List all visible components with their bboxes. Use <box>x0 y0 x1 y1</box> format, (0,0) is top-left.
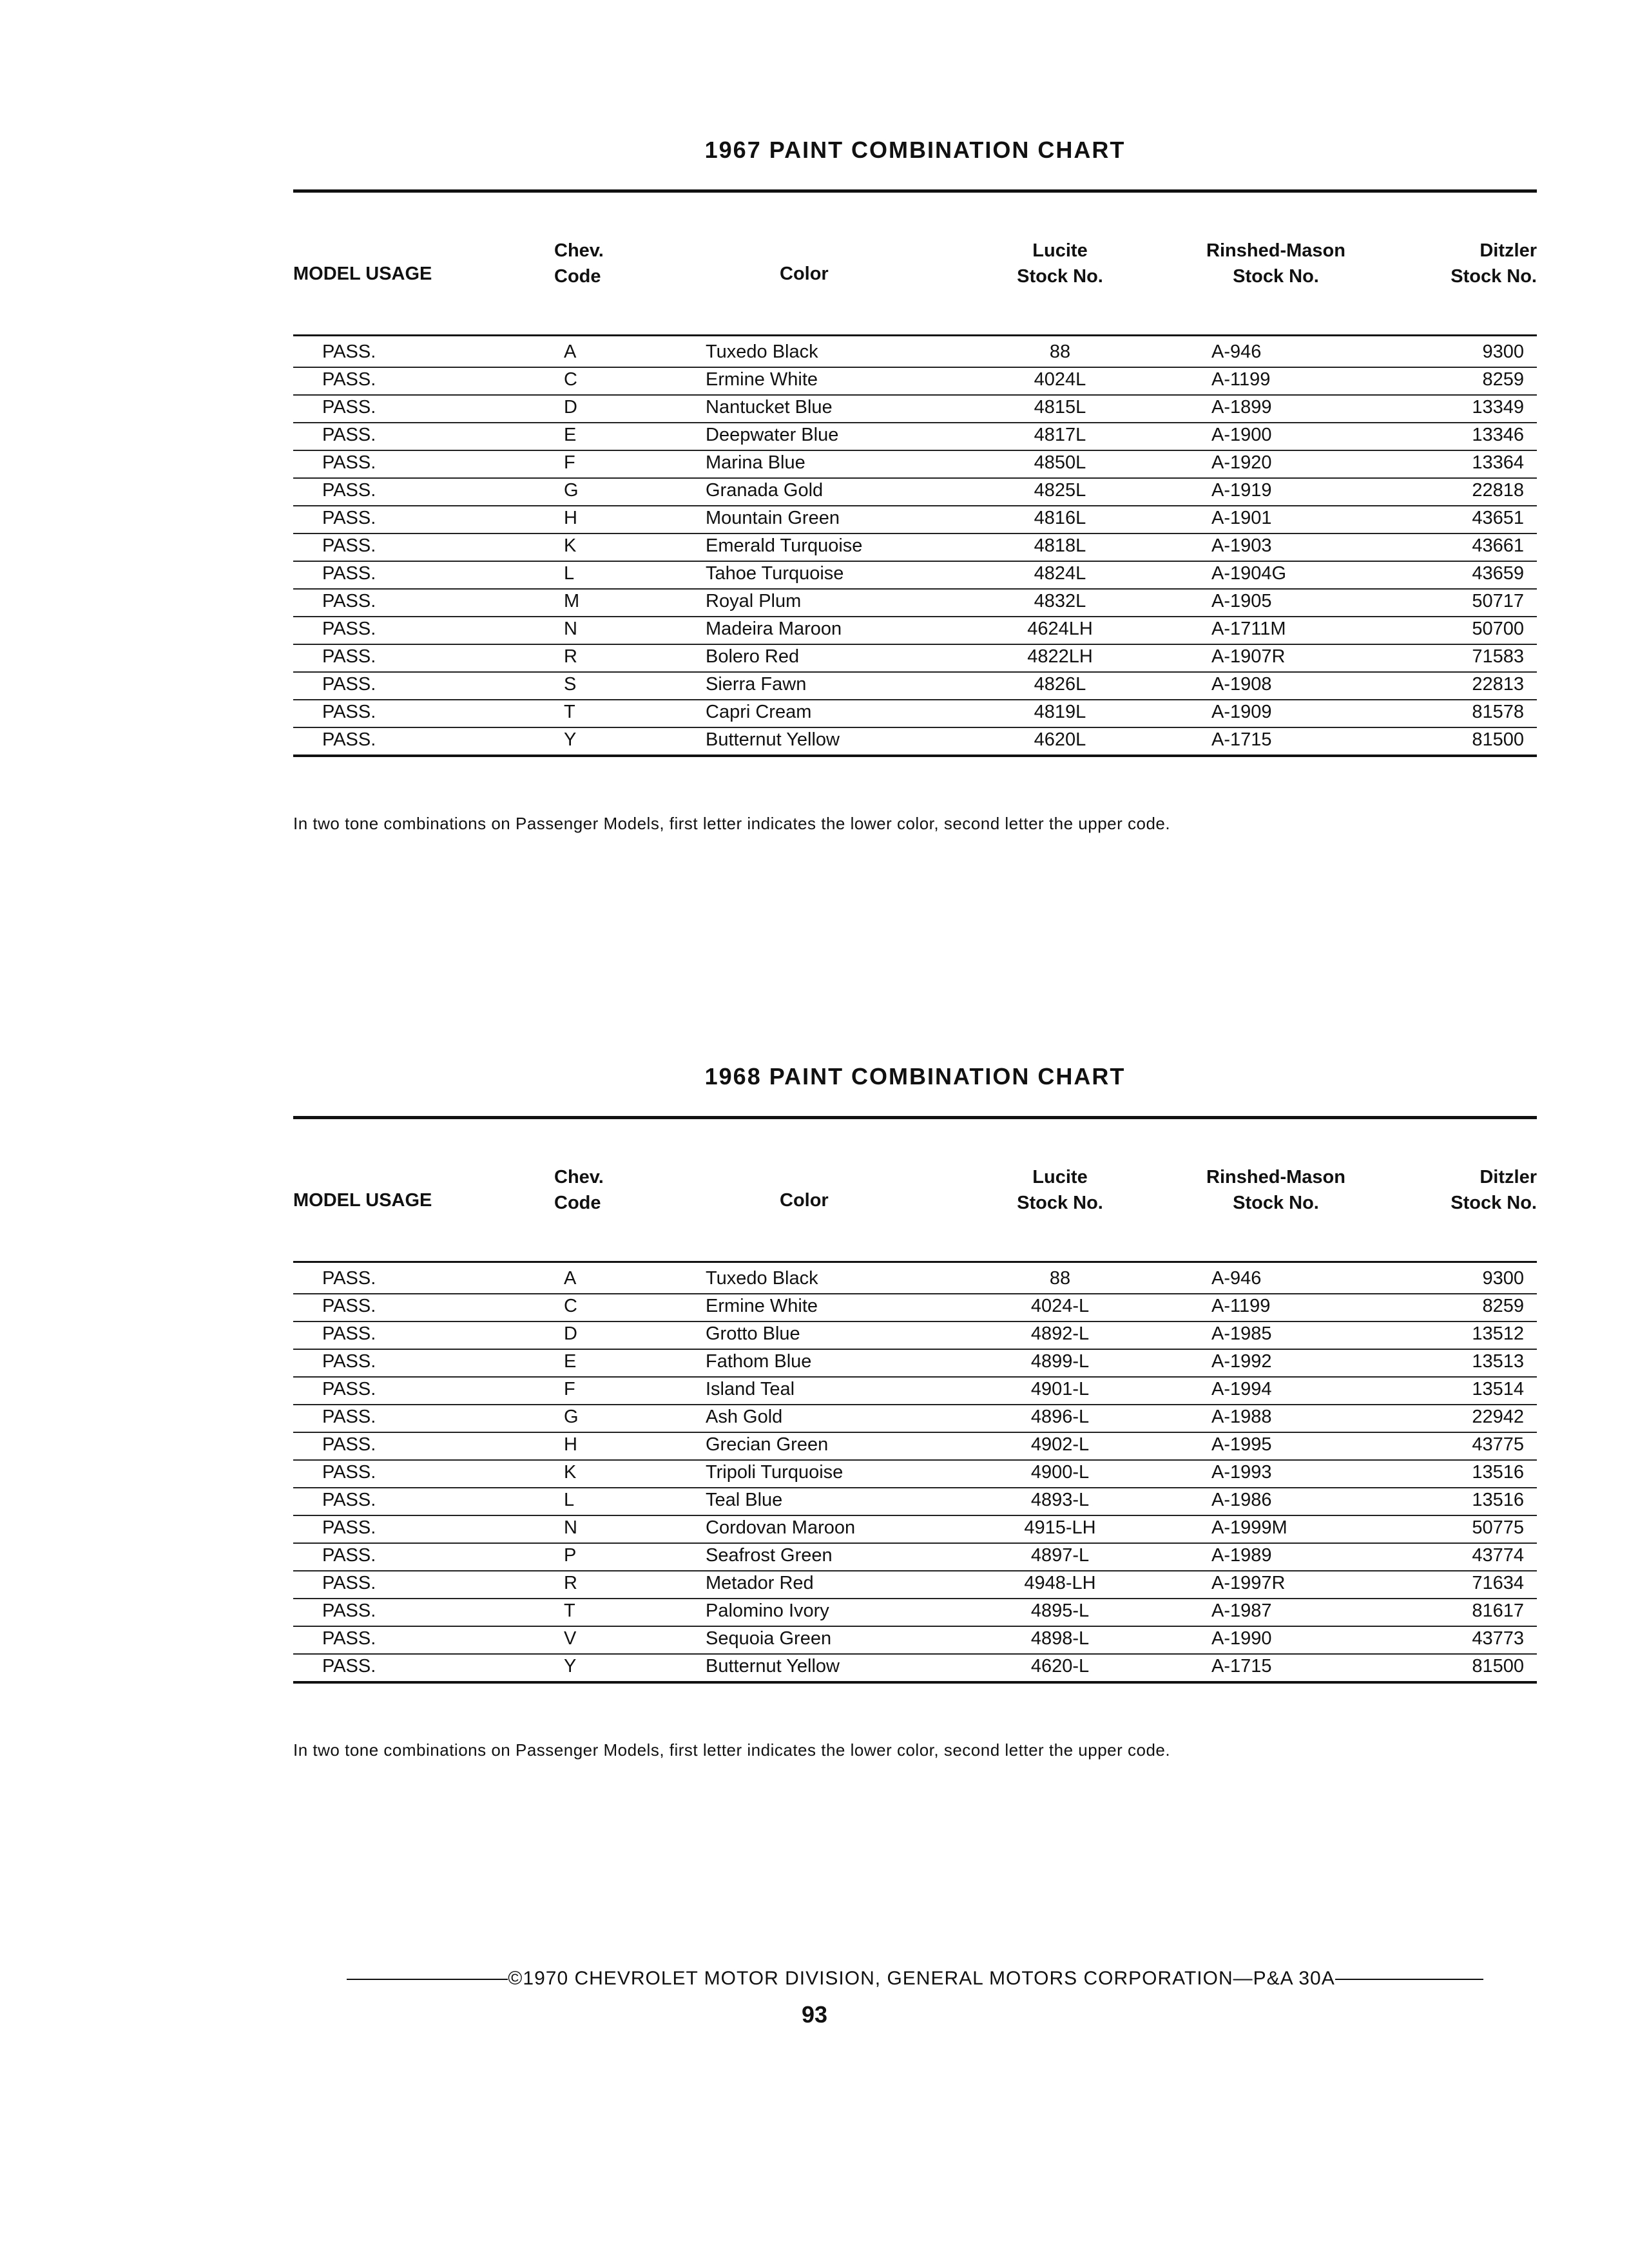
cell-chev-code: Y <box>564 729 577 750</box>
cell-rinshed-mason: A-1908 <box>1211 674 1272 695</box>
cell-chev-code: R <box>564 646 577 667</box>
table-row <box>293 1461 1537 1488</box>
table-row <box>293 506 1537 534</box>
cell-color: Madeira Maroon <box>706 619 842 639</box>
table-row <box>293 673 1537 700</box>
cell-lucite: 4815L <box>1034 397 1086 418</box>
cell-lucite: 88 <box>1049 1268 1071 1289</box>
cell-rinshed-mason: A-1901 <box>1211 508 1272 528</box>
cell-chev-code: N <box>564 1517 577 1538</box>
two-tone-note: In two tone combinations on Passenger Models, first letter indicates the lower color, second letter the upper code. <box>293 814 1171 833</box>
cell-model-usage: PASS. <box>322 341 376 362</box>
cell-chev-code: S <box>564 674 577 695</box>
chart-1968 <box>293 1063 1537 1760</box>
cell-rinshed-mason: A-1992 <box>1211 1351 1272 1372</box>
table-row <box>293 1267 1537 1294</box>
cell-color: Deepwater Blue <box>706 425 839 445</box>
cell-lucite: 4896-L <box>1030 1407 1090 1427</box>
cell-color: Marina Blue <box>706 452 805 473</box>
cell-rinshed-mason: A-1999M <box>1211 1517 1287 1538</box>
table-row <box>293 1294 1537 1322</box>
cell-chev-code: H <box>564 1434 577 1455</box>
cell-ditzler: 8259 <box>1482 369 1524 390</box>
header-rinshed-mason: Rinshed-Mason Stock No. <box>1206 1167 1345 1213</box>
cell-chev-code: T <box>564 1600 575 1621</box>
header-ditzler: Ditzler Stock No. <box>1451 1167 1537 1213</box>
cell-model-usage: PASS. <box>322 1351 376 1372</box>
cell-lucite: 4832L <box>1034 591 1086 611</box>
cell-color: Emerald Turquoise <box>706 535 863 556</box>
cell-chev-code: H <box>564 508 577 528</box>
cell-rinshed-mason: A-1715 <box>1211 1656 1272 1677</box>
table-row <box>293 1350 1537 1378</box>
copyright-footer <box>293 1968 1537 1990</box>
cell-color: Teal Blue <box>706 1490 783 1510</box>
table-row <box>293 1571 1537 1599</box>
cell-lucite: 4899-L <box>1030 1351 1090 1372</box>
cell-model-usage: PASS. <box>322 1545 376 1566</box>
cell-model-usage: PASS. <box>322 535 376 556</box>
cell-lucite: 4024L <box>1034 369 1086 390</box>
table-row <box>293 1322 1537 1350</box>
cell-ditzler: 81500 <box>1472 729 1524 750</box>
cell-model-usage: PASS. <box>322 1628 376 1649</box>
cell-lucite: 4948-LH <box>1024 1573 1096 1593</box>
table-row <box>293 340 1537 368</box>
two-tone-note: In two tone combinations on Passenger Models, first letter indicates the lower color, second letter the upper code. <box>293 1740 1171 1760</box>
cell-model-usage: PASS. <box>322 369 376 390</box>
cell-ditzler: 50717 <box>1472 591 1524 611</box>
table-header <box>293 1164 1537 1261</box>
cell-chev-code: E <box>564 425 577 445</box>
cell-model-usage: PASS. <box>322 646 376 667</box>
cell-chev-code: T <box>564 702 575 722</box>
cell-rinshed-mason: A-1905 <box>1211 591 1272 611</box>
cell-chev-code: F <box>564 1379 575 1399</box>
header-lucite: Lucite Stock No. <box>1017 240 1103 287</box>
cell-lucite: 4902-L <box>1030 1434 1090 1455</box>
cell-lucite: 4819L <box>1034 702 1086 722</box>
table-row <box>293 1655 1537 1684</box>
cell-color: Seafrost Green <box>706 1545 833 1566</box>
cell-lucite: 4816L <box>1034 508 1086 528</box>
header-chev-code: Chev. Code <box>554 240 604 287</box>
cell-ditzler: 43651 <box>1472 508 1524 528</box>
cell-chev-code: Y <box>564 1656 577 1677</box>
cell-color: Tripoli Turquoise <box>706 1462 843 1483</box>
cell-ditzler: 13516 <box>1472 1490 1524 1510</box>
header-chev-code: Chev. Code <box>554 1167 604 1213</box>
cell-color: Ermine White <box>706 1296 818 1316</box>
cell-lucite: 4900-L <box>1030 1462 1090 1483</box>
cell-ditzler: 13512 <box>1472 1323 1524 1344</box>
table-top-rule <box>293 334 1537 336</box>
cell-ditzler: 50700 <box>1472 619 1524 639</box>
cell-color: Metador Red <box>706 1573 814 1593</box>
cell-ditzler: 71634 <box>1472 1573 1524 1593</box>
table-row <box>293 1544 1537 1571</box>
cell-lucite: 4850L <box>1034 452 1086 473</box>
cell-chev-code: K <box>564 535 577 556</box>
cell-ditzler: 43659 <box>1472 563 1524 584</box>
cell-model-usage: PASS. <box>322 480 376 501</box>
table-row <box>293 728 1537 757</box>
cell-chev-code: G <box>564 480 579 501</box>
cell-lucite: 4624LH <box>1027 619 1093 639</box>
cell-color: Grecian Green <box>706 1434 829 1455</box>
header-color: Color <box>780 1190 829 1211</box>
table-row <box>293 590 1537 617</box>
cell-model-usage: PASS. <box>322 1323 376 1344</box>
cell-rinshed-mason: A-1920 <box>1211 452 1272 473</box>
cell-lucite: 4825L <box>1034 480 1086 501</box>
cell-ditzler: 13349 <box>1472 397 1524 418</box>
cell-rinshed-mason: A-1986 <box>1211 1490 1272 1510</box>
cell-color: Grotto Blue <box>706 1323 800 1344</box>
cell-rinshed-mason: A-946 <box>1211 341 1262 362</box>
cell-color: Tuxedo Black <box>706 1268 818 1289</box>
cell-ditzler: 13346 <box>1472 425 1524 445</box>
cell-lucite: 4824L <box>1034 563 1086 584</box>
cell-chev-code: M <box>564 591 580 611</box>
header-ditzler: Ditzler Stock No. <box>1451 240 1537 287</box>
cell-rinshed-mason: A-1909 <box>1211 702 1272 722</box>
cell-chev-code: N <box>564 619 577 639</box>
cell-color: Ermine White <box>706 369 818 390</box>
cell-rinshed-mason: A-1997R <box>1211 1573 1286 1593</box>
table-row <box>293 479 1537 506</box>
table-top-rule <box>293 1261 1537 1263</box>
cell-color: Granada Gold <box>706 480 824 501</box>
cell-rinshed-mason: A-1919 <box>1211 480 1272 501</box>
cell-lucite: 4892-L <box>1030 1323 1090 1344</box>
table-row <box>293 451 1537 479</box>
cell-chev-code: C <box>564 369 577 390</box>
cell-model-usage: PASS. <box>322 674 376 695</box>
chart-title: 1968 PAINT COMBINATION CHART <box>704 1063 1126 1090</box>
cell-ditzler: 9300 <box>1482 1268 1524 1289</box>
cell-rinshed-mason: A-1994 <box>1211 1379 1272 1399</box>
title-rule <box>293 1116 1537 1119</box>
cell-ditzler: 13513 <box>1472 1351 1524 1372</box>
cell-lucite: 4893-L <box>1030 1490 1090 1510</box>
table-row <box>293 1405 1537 1433</box>
cell-color: Butternut Yellow <box>706 729 840 750</box>
cell-ditzler: 71583 <box>1472 646 1524 667</box>
cell-ditzler: 22818 <box>1472 480 1524 501</box>
cell-ditzler: 43661 <box>1472 535 1524 556</box>
header-model-usage: MODEL USAGE <box>293 1190 432 1211</box>
cell-lucite: 4898-L <box>1030 1628 1090 1649</box>
cell-ditzler: 8259 <box>1482 1296 1524 1316</box>
cell-model-usage: PASS. <box>322 563 376 584</box>
header-lucite: Lucite Stock No. <box>1017 1167 1103 1213</box>
table-row <box>293 368 1537 396</box>
cell-color: Palomino Ivory <box>706 1600 829 1621</box>
cell-chev-code: A <box>564 341 577 362</box>
cell-model-usage: PASS. <box>322 1296 376 1316</box>
cell-lucite: 4024-L <box>1030 1296 1090 1316</box>
cell-model-usage: PASS. <box>322 1379 376 1399</box>
cell-lucite: 4818L <box>1034 535 1086 556</box>
table-row <box>293 1627 1537 1655</box>
cell-model-usage: PASS. <box>322 1517 376 1538</box>
cell-model-usage: PASS. <box>322 1573 376 1593</box>
cell-rinshed-mason: A-1993 <box>1211 1462 1272 1483</box>
table-row <box>293 423 1537 451</box>
cell-ditzler: 81500 <box>1472 1656 1524 1677</box>
cell-ditzler: 43775 <box>1472 1434 1524 1455</box>
cell-ditzler: 13516 <box>1472 1462 1524 1483</box>
cell-ditzler: 50775 <box>1472 1517 1524 1538</box>
table-row <box>293 396 1537 423</box>
copyright-text: ©1970 CHEVROLET MOTOR DIVISION, GENERAL MOTORS CORPORATION—P&A 30A <box>508 1968 1335 1989</box>
cell-color: Ash Gold <box>706 1407 783 1427</box>
cell-chev-code: V <box>564 1628 577 1649</box>
page-number: 93 <box>801 2001 828 2028</box>
table-row <box>293 1433 1537 1461</box>
cell-lucite: 4822LH <box>1027 646 1093 667</box>
table-row <box>293 562 1537 590</box>
table-row <box>293 700 1537 728</box>
cell-model-usage: PASS. <box>322 1268 376 1289</box>
cell-rinshed-mason: A-1989 <box>1211 1545 1272 1566</box>
cell-model-usage: PASS. <box>322 1656 376 1677</box>
cell-color: Mountain Green <box>706 508 840 528</box>
cell-chev-code: C <box>564 1296 577 1316</box>
cell-rinshed-mason: A-1900 <box>1211 425 1272 445</box>
table-row <box>293 534 1537 562</box>
cell-color: Tuxedo Black <box>706 341 818 362</box>
footer-rule-left <box>347 1979 508 1980</box>
cell-chev-code: A <box>564 1268 577 1289</box>
cell-model-usage: PASS. <box>322 1407 376 1427</box>
header-model-usage: MODEL USAGE <box>293 264 432 284</box>
cell-lucite: 4817L <box>1034 425 1086 445</box>
cell-rinshed-mason: A-1904G <box>1211 563 1287 584</box>
cell-lucite: 88 <box>1049 341 1071 362</box>
cell-lucite: 4895-L <box>1030 1600 1090 1621</box>
cell-color: Butternut Yellow <box>706 1656 840 1677</box>
table-row <box>293 617 1537 645</box>
cell-color: Sierra Fawn <box>706 674 807 695</box>
footer-rule-right <box>1335 1979 1483 1980</box>
cell-lucite: 4620L <box>1034 729 1086 750</box>
cell-model-usage: PASS. <box>322 702 376 722</box>
cell-ditzler: 81617 <box>1472 1600 1524 1621</box>
cell-model-usage: PASS. <box>322 425 376 445</box>
cell-color: Royal Plum <box>706 591 802 611</box>
title-rule <box>293 189 1537 193</box>
cell-chev-code: D <box>564 397 577 418</box>
table-header <box>293 238 1537 334</box>
cell-color: Capri Cream <box>706 702 812 722</box>
cell-rinshed-mason: A-1711M <box>1211 619 1286 639</box>
cell-rinshed-mason: A-1199 <box>1211 369 1271 390</box>
cell-model-usage: PASS. <box>322 729 376 750</box>
table-row <box>293 645 1537 673</box>
cell-ditzler: 13514 <box>1472 1379 1524 1399</box>
cell-chev-code: G <box>564 1407 579 1427</box>
cell-ditzler: 13364 <box>1472 452 1524 473</box>
cell-model-usage: PASS. <box>322 619 376 639</box>
cell-lucite: 4915-LH <box>1024 1517 1096 1538</box>
cell-ditzler: 81578 <box>1472 702 1524 722</box>
table-row <box>293 1599 1537 1627</box>
cell-model-usage: PASS. <box>322 452 376 473</box>
cell-rinshed-mason: A-1985 <box>1211 1323 1272 1344</box>
cell-color: Fathom Blue <box>706 1351 812 1372</box>
cell-rinshed-mason: A-946 <box>1211 1268 1262 1289</box>
cell-chev-code: L <box>564 563 575 584</box>
cell-chev-code: K <box>564 1462 577 1483</box>
cell-model-usage: PASS. <box>322 508 376 528</box>
cell-ditzler: 22813 <box>1472 674 1524 695</box>
cell-lucite: 4901-L <box>1030 1379 1090 1399</box>
cell-ditzler: 22942 <box>1472 1407 1524 1427</box>
cell-color: Tahoe Turquoise <box>706 563 844 584</box>
cell-chev-code: F <box>564 452 575 473</box>
cell-ditzler: 43773 <box>1472 1628 1524 1649</box>
cell-model-usage: PASS. <box>322 1434 376 1455</box>
chart-title: 1967 PAINT COMBINATION CHART <box>704 137 1126 163</box>
cell-chev-code: E <box>564 1351 577 1372</box>
cell-lucite: 4897-L <box>1030 1545 1090 1566</box>
cell-color: Nantucket Blue <box>706 397 833 418</box>
table-row <box>293 1488 1537 1516</box>
cell-rinshed-mason: A-1995 <box>1211 1434 1272 1455</box>
cell-rinshed-mason: A-1988 <box>1211 1407 1272 1427</box>
cell-model-usage: PASS. <box>322 1600 376 1621</box>
cell-chev-code: D <box>564 1323 577 1344</box>
table-row <box>293 1516 1537 1544</box>
table-row <box>293 1378 1537 1405</box>
cell-ditzler: 43774 <box>1472 1545 1524 1566</box>
header-rinshed-mason: Rinshed-Mason Stock No. <box>1206 240 1345 287</box>
cell-ditzler: 9300 <box>1482 341 1524 362</box>
cell-color: Cordovan Maroon <box>706 1517 856 1538</box>
cell-color: Sequoia Green <box>706 1628 832 1649</box>
chart-1967 <box>293 137 1537 834</box>
cell-chev-code: P <box>564 1545 577 1566</box>
cell-model-usage: PASS. <box>322 1490 376 1510</box>
cell-chev-code: L <box>564 1490 575 1510</box>
cell-rinshed-mason: A-1899 <box>1211 397 1272 418</box>
table-body <box>293 340 1537 757</box>
cell-rinshed-mason: A-1903 <box>1211 535 1272 556</box>
cell-rinshed-mason: A-1987 <box>1211 1600 1272 1621</box>
cell-rinshed-mason: A-1907R <box>1211 646 1286 667</box>
table-body <box>293 1267 1537 1684</box>
cell-rinshed-mason: A-1199 <box>1211 1296 1271 1316</box>
cell-color: Island Teal <box>706 1379 795 1399</box>
header-color: Color <box>780 264 829 284</box>
cell-model-usage: PASS. <box>322 397 376 418</box>
cell-lucite: 4826L <box>1034 674 1086 695</box>
cell-model-usage: PASS. <box>322 1462 376 1483</box>
cell-chev-code: R <box>564 1573 577 1593</box>
cell-model-usage: PASS. <box>322 591 376 611</box>
cell-rinshed-mason: A-1715 <box>1211 729 1272 750</box>
cell-rinshed-mason: A-1990 <box>1211 1628 1272 1649</box>
cell-color: Bolero Red <box>706 646 800 667</box>
cell-lucite: 4620-L <box>1030 1656 1090 1677</box>
